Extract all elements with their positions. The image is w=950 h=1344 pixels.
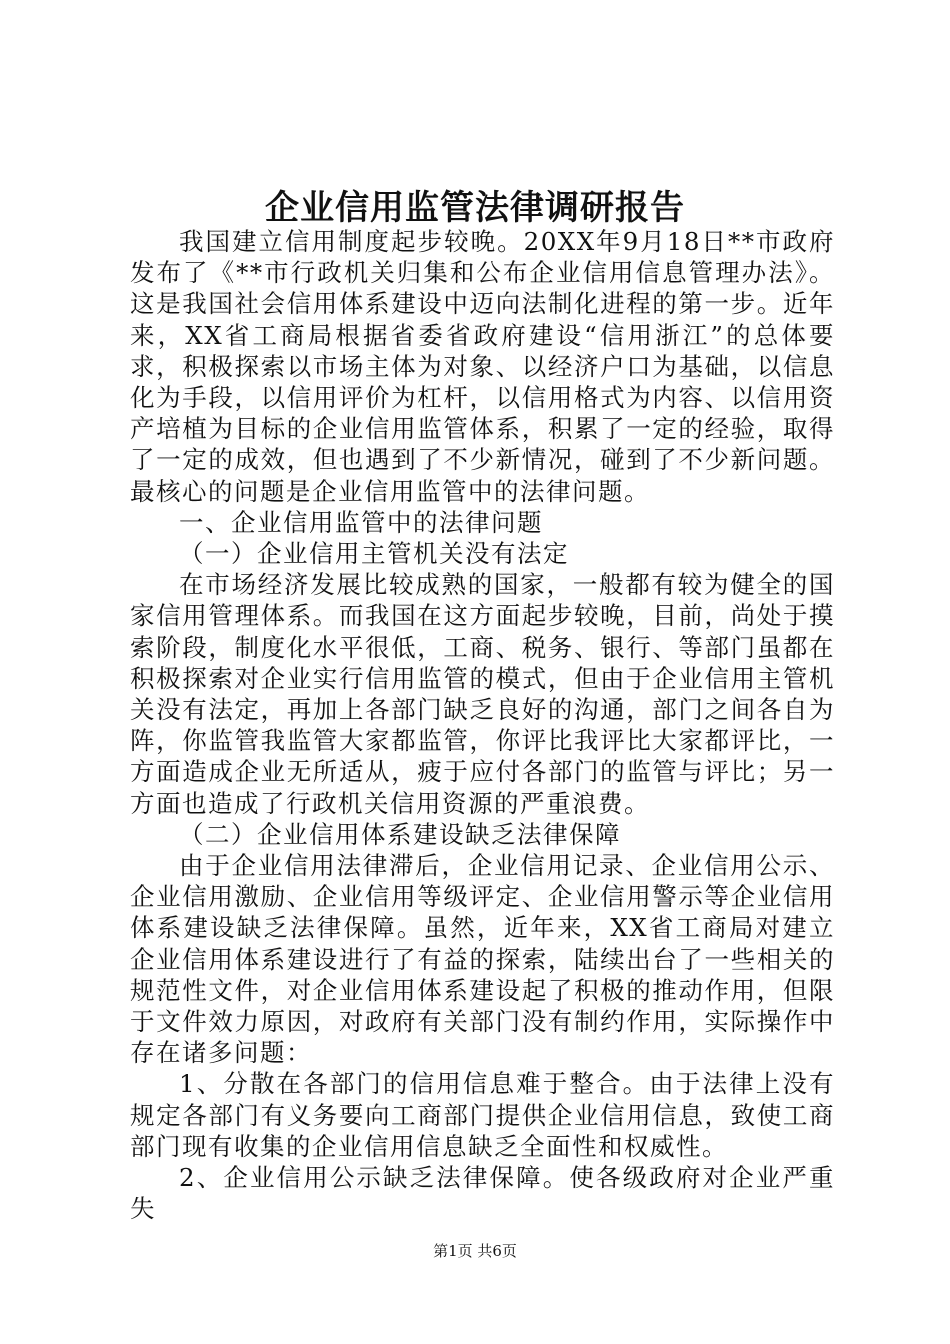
list-item-2: 2、企业信用公示缺乏法律保障。使各级政府对企业严重失: [130, 1163, 835, 1224]
subsection-heading-2: （二）企业信用体系建设缺乏法律保障: [179, 819, 621, 849]
paragraph-subsection-2: 由于企业信用法律滞后，企业信用记录、企业信用公示、企业信用激励、企业信用等级评定、企业信用警示等企业信用体系建设缺乏法律保障。虽然，近年来，XX省工商局对建立企业信用体系建设进行了有益的探索，陆续出台了一些相关的规范性文件，对企业信用体系建设起了积极的推动作用，但限于文件效力原因，对政府有关部门没有制约作用，实际操作中存在诸多问题：: [130, 851, 835, 1068]
document-title: 企业信用监管法律调研报告: [265, 188, 685, 228]
subsection-heading-1: （一）企业信用主管机关没有法定: [179, 539, 569, 569]
section-heading-1: 一、企业信用监管中的法律问题: [179, 507, 543, 537]
paragraph-subsection-1: 在市场经济发展比较成熟的国家，一般都有较为健全的国家信用管理体系。而我国在这方面起步较晚，目前，尚处于摸索阶段，制度化水平很低，工商、税务、银行、等部门虽都在积极探索对企业实行信用监管的模式，但由于企业信用主管机关没有法定，再加上各部门缺乏良好的沟通，部门之间各自为阵，你监管我监管大家都监管，你评比我评比大家都评比，一方面造成企业无所适从，疲于应付各部门的监管与评比；另一方面也造成了行政机关信用资源的严重浪费。: [130, 570, 835, 818]
list-item-1: 1、分散在各部门的信用信息难于整合。由于法律上没有规定各部门有义务要向工商部门提供企业信用信息，致使工商部门现有收集的企业信用信息缺乏全面性和权威性。: [130, 1069, 835, 1161]
page-footer: 第1页 共6页: [433, 1242, 517, 1260]
document-body: [130, 226, 835, 1225]
paragraph-intro: 我国建立信用制度起步较晚。20XX年9月18日**市政府发布了《**市行政机关归集和公布企业信用信息管理办法》。这是我国社会信用体系建设中迈向法制化进程的第一步。近年来，XX省工商局根据省委省政府建设“信用浙江”的总体要求，积极探索以市场主体为对象、以经济户口为基础，以信息化为手段，以信用评价为杠杆，以信用格式为内容、以信用资产培植为目标的企业信用监管体系，积累了一定的经验，取得了一定的成效，但也遇到了不少新情况，碰到了不少新问题。最核心的问题是企业信用监管中的法律问题。: [130, 227, 835, 506]
